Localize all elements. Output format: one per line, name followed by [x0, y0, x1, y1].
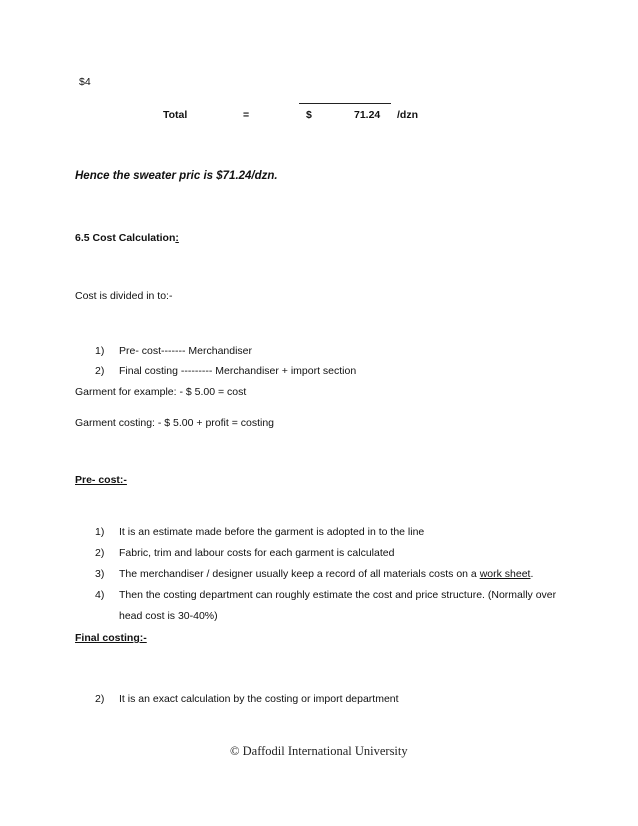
list-item-number: 2)	[95, 693, 105, 705]
total-currency: $	[306, 109, 312, 121]
total-label: Total	[163, 109, 188, 121]
top-value: $4	[79, 76, 91, 88]
footer-copyright: © Daffodil International University	[230, 744, 408, 758]
list-item-text: It is an estimate made before the garment is adopted in to the line	[119, 526, 425, 538]
example-costing: Garment costing: - $ 5.00 + profit = costing	[75, 417, 275, 429]
total-amount: 71.24	[354, 109, 381, 121]
intro-text: Cost is divided in to:-	[75, 290, 173, 302]
example-cost: Garment for example: - $ 5.00 = cost	[75, 386, 247, 398]
list-item-text-after: .	[530, 568, 534, 580]
list-item-text: Fabric, trim and labour costs for each garment is calculated	[119, 547, 395, 559]
list-item-number: 2)	[95, 365, 105, 377]
work-sheet-link[interactable]: work sheet	[479, 568, 531, 580]
total-equals: =	[243, 109, 250, 121]
list-item-number: 3)	[95, 568, 105, 580]
list-item-number: 1)	[95, 526, 105, 538]
list-item-text: Final costing --------- Merchandiser + import section	[119, 365, 357, 377]
conclusion-text: Hence the sweater pric is $71.24/dzn.	[75, 170, 278, 182]
list-item-text: It is an exact calculation by the costing or import department	[119, 693, 399, 705]
total-unit: /dzn	[397, 109, 418, 121]
list-item-text-continued: head cost is 30-40%)	[119, 610, 218, 622]
pre-cost-heading: Pre- cost:-	[75, 474, 127, 486]
list-item-text	[119, 568, 533, 580]
section-heading-text: 6.5 Cost Calculation	[75, 232, 176, 244]
list-item-text: Pre- cost------- Merchandiser	[119, 345, 253, 357]
list-item-text: Then the costing department can roughly estimate the cost and price structure. (Normally over	[119, 589, 557, 601]
total-rule	[299, 103, 391, 104]
list-item-number: 1)	[95, 345, 105, 357]
section-heading-suffix: :	[175, 232, 179, 244]
section-heading	[75, 232, 179, 244]
list-item-text-before: The merchandiser / designer usually keep a record of all materials costs on a	[119, 568, 480, 580]
final-costing-heading: Final costing:-	[75, 632, 147, 644]
list-item-number: 2)	[95, 547, 105, 559]
list-item-number: 4)	[95, 589, 105, 601]
